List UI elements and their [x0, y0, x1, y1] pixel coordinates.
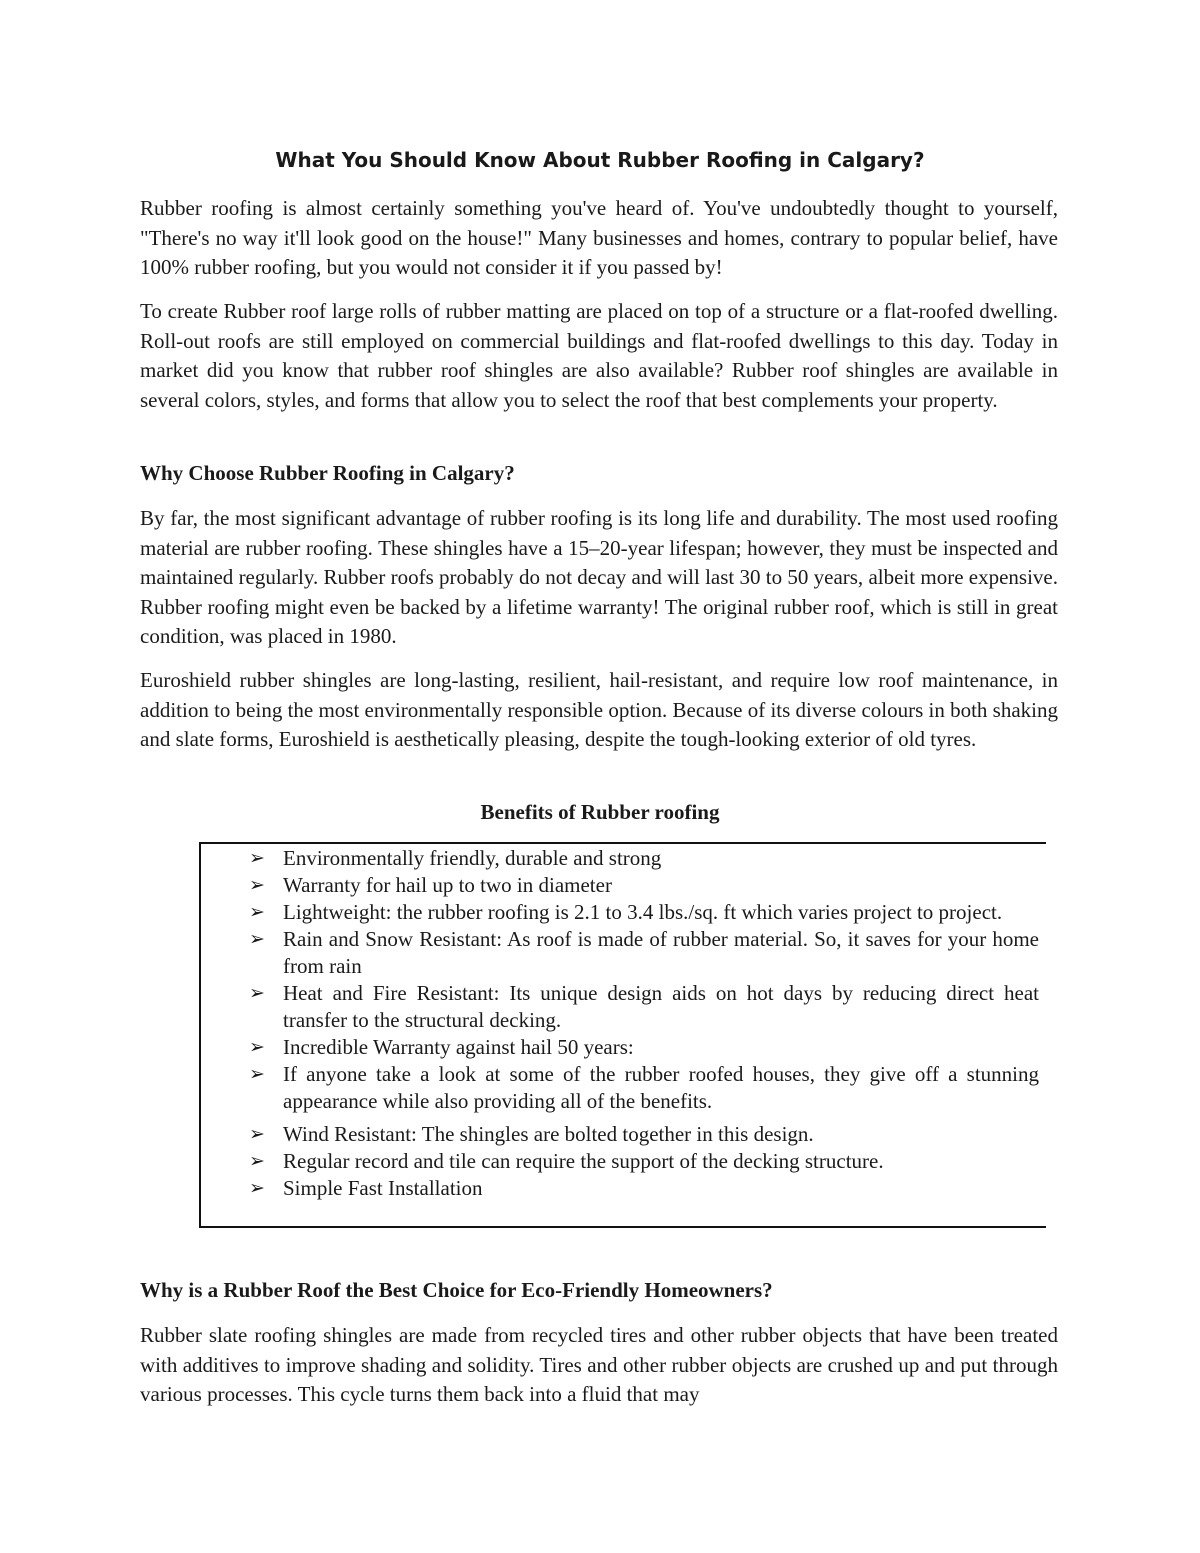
benefits-heading: Benefits of Rubber roofing: [480, 800, 720, 824]
arrow-bullet-icon: ➢: [249, 1177, 265, 1199]
list-item-text: Regular record and tile can require the support of the decking structure.: [283, 1149, 884, 1173]
list-item: [249, 1034, 1039, 1061]
eco-paragraph-1: Rubber slate roofing shingles are made from recycled tires and other rubber objects that have been treated with additives to improve shading and solidity. Tires and other rubber objects are crushed up and put through various processes. This cycle turns them back into a fluid that may: [140, 1323, 1058, 1406]
list-item-text: Lightweight: the rubber roofing is 2.1 to 3.4 lbs./sq. ft which varies project to project.: [283, 900, 1003, 924]
list-item: [249, 1148, 1039, 1175]
list-item: [249, 1121, 1039, 1148]
list-item-text: Wind Resistant: The shingles are bolted together in this design.: [283, 1122, 814, 1146]
why-choose-paragraph-1: By far, the most significant advantage of rubber roofing is its long life and durability. The most used roofing material are rubber roofing. These shingles have a 15–20-year lifespan; however, they must be inspected and maintained regularly. Rubber roofs probably do not decay and will last 30 to 50 years, albeit more expensive. Rubber roofing might even be backed by a lifetime warranty! The original rubber roof, which is still in great condition, was placed in 1980.: [140, 506, 1058, 648]
list-item-text: Environmentally friendly, durable and strong: [283, 846, 662, 870]
list-item: [249, 872, 1039, 899]
benefits-table: [199, 842, 1046, 1228]
list-item-text: Simple Fast Installation: [283, 1176, 483, 1200]
list-item: [249, 1061, 1039, 1115]
intro-paragraph-1: Rubber roofing is almost certainly something you've heard of. You've undoubtedly thought to yourself, "There's no way it'll look good on the house!" Many businesses and homes, contrary to popular belief, have 100% rubber roofing, but you would not consider it if you passed by!: [140, 196, 1058, 279]
list-item: [249, 899, 1039, 926]
list-item: [249, 1175, 1039, 1202]
arrow-bullet-icon: ➢: [249, 1150, 265, 1172]
arrow-bullet-icon: ➢: [249, 1123, 265, 1145]
arrow-bullet-icon: ➢: [249, 847, 265, 869]
benefits-list: [249, 845, 1039, 1202]
why-choose-paragraph-2: Euroshield rubber shingles are long-lasting, resilient, hail-resistant, and require low roof maintenance, in addition to being the most environmentally responsible option. Because of its diverse colours in both shaking and slate forms, Euroshield is aesthetically pleasing, despite the tough-looking exterior of old tyres.: [140, 668, 1059, 751]
list-item: [249, 980, 1039, 1034]
why-choose-heading: Why Choose Rubber Roofing in Calgary?: [140, 461, 515, 485]
document-title: What You Should Know About Rubber Roofing in Calgary?: [275, 148, 925, 172]
list-item-text: Incredible Warranty against hail 50 years:: [283, 1035, 634, 1059]
list-item-text: Warranty for hail up to two in diameter: [283, 873, 612, 897]
list-item-text: Rain and Snow Resistant: As roof is made of rubber material. So, it saves for your home from rain: [283, 927, 1039, 978]
list-item: [249, 845, 1039, 872]
list-item-text: If anyone take a look at some of the rubber roofed houses, they give off a stunning appearance while also providing all of the benefits.: [283, 1062, 1039, 1113]
list-item: [249, 926, 1039, 980]
arrow-bullet-icon: ➢: [249, 1036, 265, 1058]
arrow-bullet-icon: ➢: [249, 1063, 265, 1085]
arrow-bullet-icon: ➢: [249, 982, 265, 1004]
arrow-bullet-icon: ➢: [249, 874, 265, 896]
list-item-text: Heat and Fire Resistant: Its unique design aids on hot days by reducing direct heat transfer to the structural decking.: [283, 981, 1039, 1032]
eco-heading: Why is a Rubber Roof the Best Choice for Eco-Friendly Homeowners?: [140, 1278, 773, 1302]
intro-paragraph-2: To create Rubber roof large rolls of rubber matting are placed on top of a structure or a flat-roofed dwelling. Roll-out roofs are still employed on commercial buildings and flat-roofed dwellings to this day. Today in market did you know that rubber roof shingles are also available? Rubber roof shingles are available in several colors, styles, and forms that allow you to select the roof that best complements your property.: [140, 299, 1058, 412]
arrow-bullet-icon: ➢: [249, 901, 265, 923]
arrow-bullet-icon: ➢: [249, 928, 265, 950]
